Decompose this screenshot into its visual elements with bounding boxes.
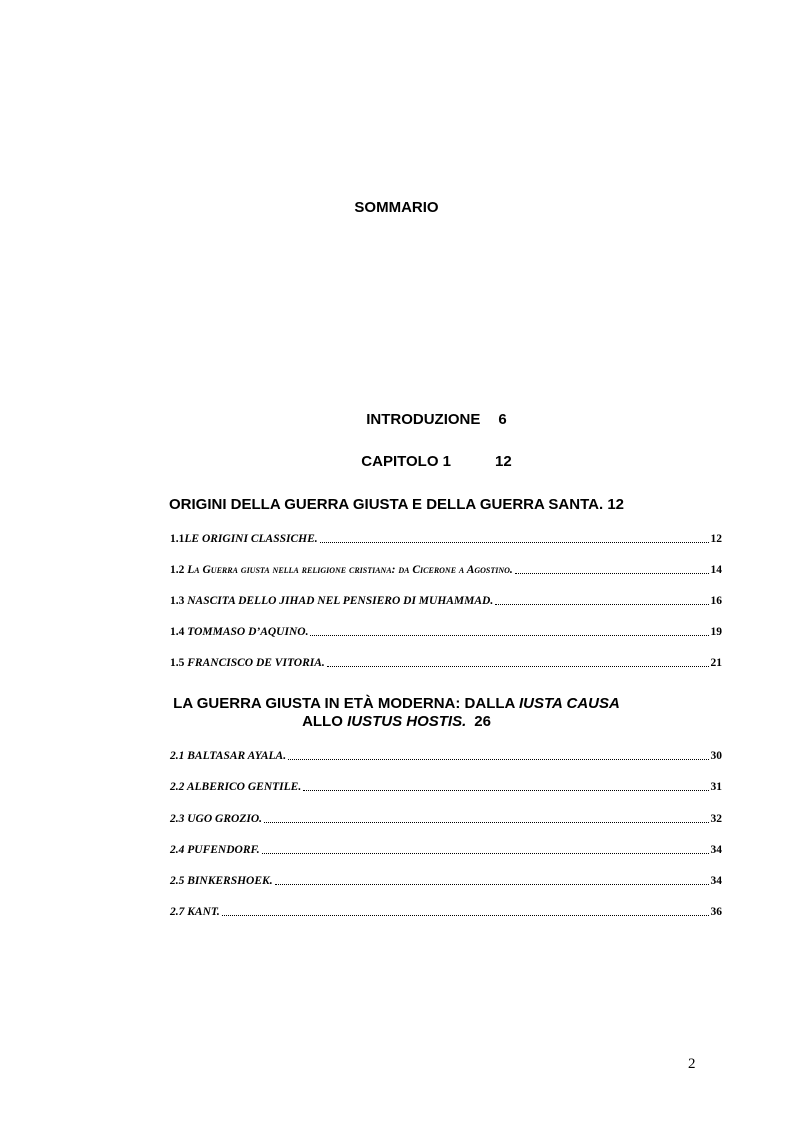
section2-heading-italic: IUSTA CAUSA: [518, 695, 620, 712]
toc-entry-2-7[interactable]: [170, 903, 722, 919]
dot-leader: [262, 853, 709, 854]
section1-heading-page: 12: [607, 496, 625, 513]
toc-entry-title: [170, 563, 513, 577]
page-number: 2: [688, 1056, 696, 1072]
introduzione-label: INTRODUZIONE: [366, 411, 481, 428]
toc-entry-1-4[interactable]: [170, 623, 722, 639]
toc-entry-2-4[interactable]: [170, 841, 722, 857]
toc-entry-title: 2.1 BALTASAR AYALA.: [170, 750, 287, 762]
dot-leader: [515, 573, 709, 574]
dot-leader: [495, 604, 708, 605]
toc-entry-title: 2.4 PUFENDORF.: [170, 844, 260, 856]
toc-entry-title: 2.3 UGO GROZIO.: [170, 813, 262, 825]
toc-section2-heading-line2[interactable]: [0, 713, 793, 730]
section2-heading-page: 26: [474, 713, 491, 730]
dot-leader: [303, 790, 708, 791]
toc-entry-title: [170, 532, 318, 546]
toc-entry-page: 34: [710, 875, 722, 887]
dot-leader: [264, 822, 709, 823]
toc-entry-page: 19: [710, 626, 722, 638]
toc-entry-page: 31: [710, 781, 722, 793]
toc-entry-title: [170, 625, 308, 639]
toc-entry-page: 36: [710, 906, 722, 918]
toc-entry-page: 12: [710, 533, 722, 545]
toc-entry-number: 1.5: [170, 657, 188, 669]
toc-entry-page: 14: [710, 564, 722, 576]
toc-entry-2-3[interactable]: [170, 810, 722, 826]
toc-entry-2-1[interactable]: [170, 747, 722, 763]
capitolo1-page: 12: [495, 453, 512, 470]
toc-entry-text: LE ORIGINI CLASSICHE.: [184, 533, 318, 545]
toc-entry-page: 30: [710, 750, 722, 762]
toc-section1-heading[interactable]: [0, 496, 793, 513]
toc-entry-page: 32: [710, 813, 722, 825]
toc-entry-title: [170, 594, 493, 608]
toc-entry-text: TOMMASO D’AQUINO.: [187, 626, 309, 638]
toc-entry-2-5[interactable]: [170, 872, 722, 888]
toc-entry-number: 1.2: [170, 564, 188, 576]
toc-entry-2-2[interactable]: [170, 778, 722, 794]
dot-leader: [327, 666, 709, 667]
toc-entry-title: 2.7 KANT.: [170, 906, 220, 918]
page-title: SOMMARIO: [354, 199, 439, 216]
toc-introduzione[interactable]: [40, 411, 793, 428]
toc-entry-text: FRANCISCO DE VITORIA.: [187, 657, 325, 669]
toc-entry-page: 16: [710, 595, 722, 607]
dot-leader: [320, 542, 709, 543]
section2-heading-text-2: ALLO: [302, 713, 348, 730]
toc-entry-number: 1.1: [170, 533, 185, 545]
dot-leader: [275, 884, 709, 885]
toc-section2-heading[interactable]: [0, 695, 793, 712]
toc-entry-page: 21: [710, 657, 722, 669]
section1-heading-text: ORIGINI DELLA GUERRA GIUSTA E DELLA GUERRA SANTA.: [168, 496, 604, 513]
toc-entry-title: 2.5 BINKERSHOEK.: [170, 875, 273, 887]
toc-entry-number: 1.3: [170, 595, 188, 607]
toc-entry-title: [170, 656, 325, 670]
dot-leader: [310, 635, 708, 636]
capitolo1-label: CAPITOLO 1: [361, 453, 452, 470]
toc-capitolo-1[interactable]: [40, 453, 793, 470]
toc-entry-1-2[interactable]: [170, 561, 722, 577]
dot-leader: [222, 915, 709, 916]
toc-entry-1-1[interactable]: [170, 530, 722, 546]
toc-entry-text: La Guerra giusta nella religione cristiana: da Cicerone a Agostino.: [187, 564, 513, 576]
toc-entry-title: 2.2 ALBERICO GENTILE.: [170, 781, 302, 793]
dot-leader: [288, 759, 708, 760]
introduzione-page: 6: [498, 411, 507, 428]
toc-entry-1-5[interactable]: [170, 654, 722, 670]
toc-entry-1-3[interactable]: [170, 592, 722, 608]
section2-heading-italic-2: IUSTUS HOSTIS.: [347, 713, 467, 730]
toc-entry-text: NASCITA DELLO JIHAD NEL PENSIERO DI MUHAMMAD.: [187, 595, 494, 607]
toc-entry-page: 34: [710, 844, 722, 856]
section2-heading-text: LA GUERRA GIUSTA IN ETÀ MODERNA: DALLA: [173, 695, 519, 712]
toc-entry-number: 1.4: [170, 626, 188, 638]
